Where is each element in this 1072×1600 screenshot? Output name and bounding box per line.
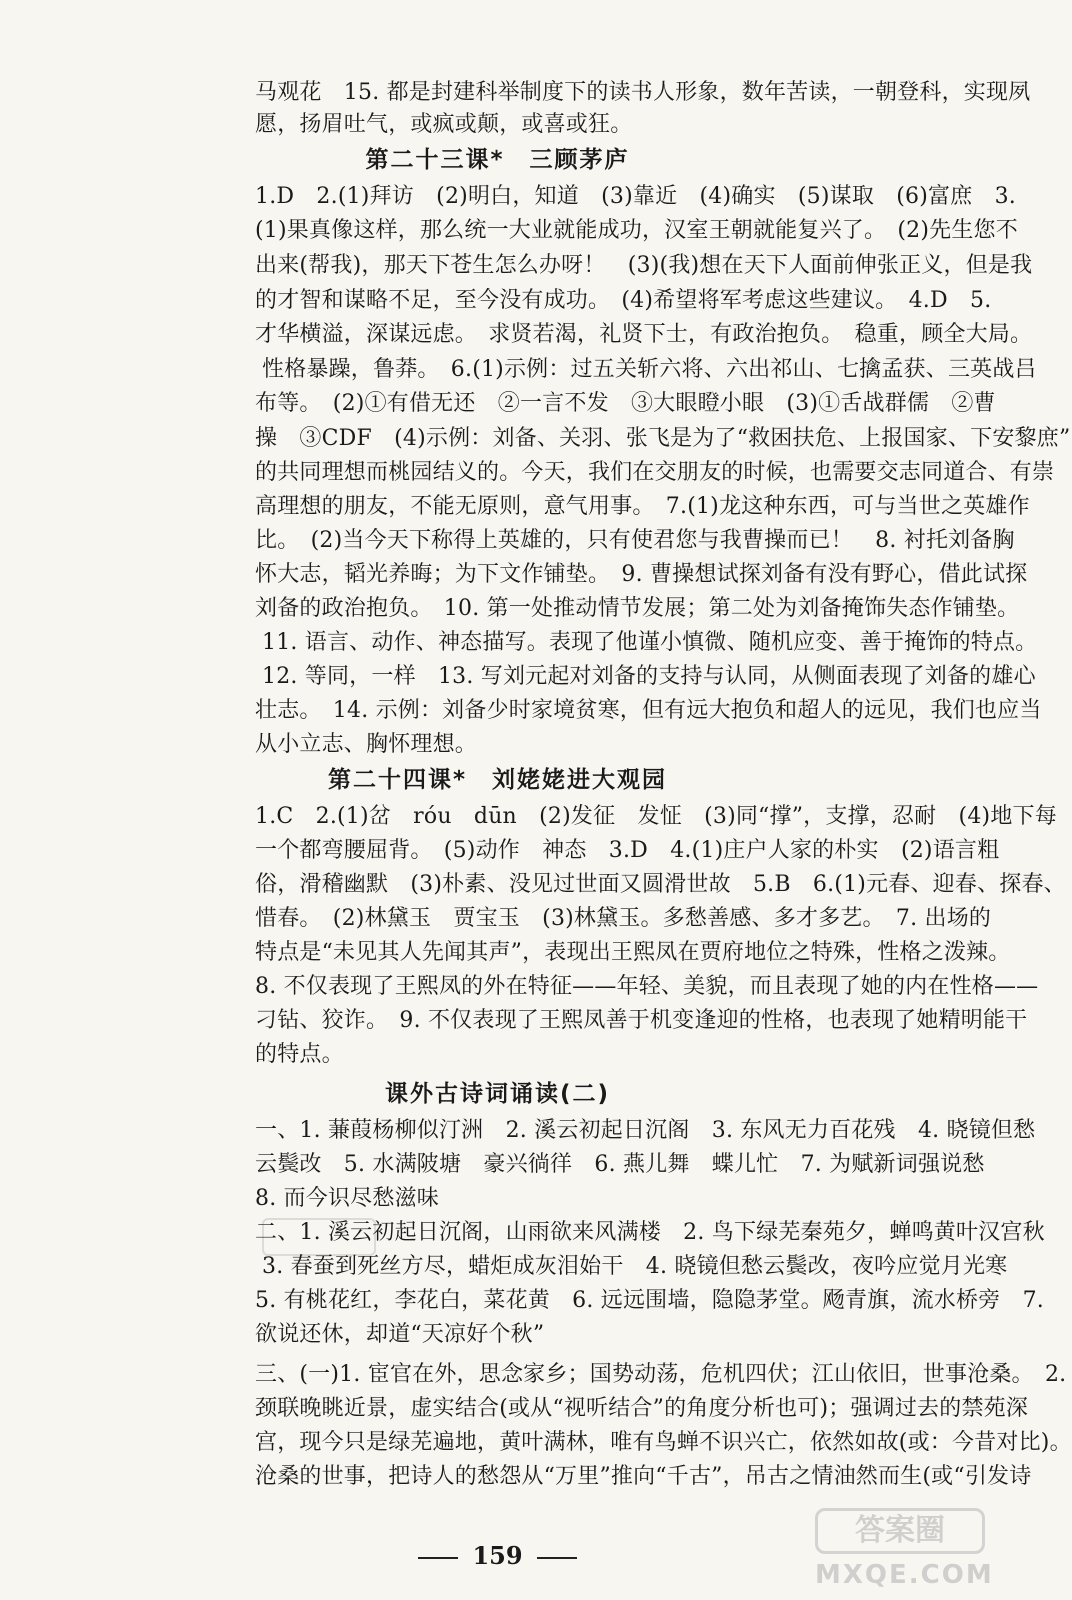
text-line: 12. 等同，一样 13. 写刘元起对刘备的支持与认同，从侧面表现了刘备的雄心: [262, 664, 1036, 689]
text-line: 1.D 2.(1)拜访 (2)明白，知道 (3)靠近 (4)确实 (5)谋取 (6)富庶 3.: [255, 184, 1016, 209]
text-line: 8. 不仅表现了王熙凤的外在特征——年轻、美貌，而且表现了她的内在性格——: [255, 974, 1039, 999]
text-line: 云鬓改 5. 水满陂塘 豪兴徜徉 6. 燕儿舞 蝶儿忙 7. 为赋新词强说愁: [255, 1152, 985, 1177]
text-line: 操 ③CDF (4)示例：刘备、关羽、张飞是为了“救困扶危、上报国家、下安黎庶”: [255, 426, 1071, 451]
text-line: 宫，现今只是绿芜遍地，黄叶满林，唯有鸟蝉不识兴亡，依然如故(或：今昔对比)。: [255, 1430, 1072, 1455]
section-title-lesson-24: 第二十四课* 刘姥姥进大观园: [327, 767, 668, 793]
watermark-text-top: 答案圈: [815, 1508, 985, 1554]
text-line: 的才智和谋略不足，至今没有成功。 (4)希望将军考虑这些建议。 4.D 5.: [255, 288, 992, 313]
text-line: 5. 有桃花红，李花白，菜花黄 6. 远远围墙，隐隐茅堂。飏青旗，流水桥旁 7.: [255, 1288, 1044, 1313]
text-line: 刁钻、狡诈。 9. 不仅表现了王熙凤善于机变逢迎的性格，也表现了她精明能干: [255, 1008, 1028, 1033]
text-line: 从小立志、胸怀理想。: [255, 732, 478, 757]
text-line: 的特点。: [255, 1042, 344, 1067]
text-line: (1)果真像这样，那么统一大业就能成功，汉室王朝就能复兴了。 (2)先生您不: [255, 218, 1018, 243]
text-line: 一、1. 蒹葭杨柳似汀洲 2. 溪云初起日沉阁 3. 东风无力百花残 4. 晓镜但愁: [255, 1118, 1036, 1143]
text-line: 特点是“未见其人先闻其声”，表现出王熙凤在贾府地位之特殊，性格之泼辣。: [255, 940, 1011, 965]
page-number-text: 159: [472, 1541, 523, 1570]
text-line: 的共同理想而桃园结义的。今天，我们在交朋友的时候，也需要交志同道合、有崇: [255, 460, 1055, 485]
text-line: 俗，滑稽幽默 (3)朴素、没见过世面又圆滑世故 5.B 6.(1)元春、迎春、探春、: [255, 872, 1066, 897]
text-line: 一个都弯腰屈背。 (5)动作 神态 3.D 4.(1)庄户人家的朴实 (2)语言粗: [255, 838, 1000, 863]
section-title-lesson-23: 第二十三课* 三顾茅庐: [365, 147, 630, 173]
text-line: 8. 而今识尽愁滋味: [255, 1186, 439, 1211]
text-line: 布等。 (2)①有借无还 ②一言不发 ③大眼瞪小眼 (3)①舌战群儒 ②曹: [255, 391, 996, 416]
text-line: 欲说还休，却道“天凉好个秋”: [255, 1322, 545, 1347]
text-line: 沧桑的世事，把诗人的愁怨从“万里”推向“千古”，吊古之情油然而生(或“引发诗: [255, 1464, 1032, 1489]
text-line: 怀大志，韬光养晦；为下文作铺垫。 9. 曹操想试探刘备有没有野心，借此试探: [255, 562, 1028, 587]
text-line: 高理想的朋友，不能无原则，意气用事。 7.(1)龙这种东西，可与当世之英雄作: [255, 494, 1030, 519]
text-line: 出来(帮我)，那天下苍生怎么办呀！ (3)(我)想在天下人面前伸张正义，但是我: [255, 253, 1033, 278]
text-line: 1.C 2.(1)岔 róu dūn (2)发征 发怔 (3)同“撑”，支撑，忍耐 (4)地下每: [255, 804, 1057, 829]
text-line: 3. 春蚕到死丝方尽，蜡炬成灰泪始干 4. 晓镜但愁云鬓改，夜吟应觉月光寒: [262, 1254, 1008, 1279]
text-line: 马观花 15. 都是封建科举制度下的读书人形象，数年苦读，一朝登科，实现夙: [255, 80, 1031, 105]
text-line: 11. 语言、动作、神态描写。表现了他谨小慎微、随机应变、善于掩饰的特点。: [262, 630, 1038, 655]
text-line: 惜春。 (2)林黛玉 贾宝玉 (3)林黛玉。多愁善感、多才多艺。 7. 出场的: [255, 906, 992, 931]
text-line: 比。 (2)当今天下称得上英雄的，只有使君您与我曹操而已！ 8. 衬托刘备胸: [255, 528, 1015, 553]
section-title-poetry-2: 课外古诗词诵读(二): [384, 1081, 611, 1107]
text-line: 刘备的政治抱负。 10. 第一处推动情节发展；第二处为刘备掩饰失态作铺垫。: [255, 596, 1020, 621]
text-line: 二、1. 溪云初起日沉阁，山雨欲来风满楼 2. 鸟下绿芜秦苑夕，蝉鸣黄叶汉宫秋: [255, 1220, 1045, 1245]
text-line: 壮志。 14. 示例：刘备少时家境贫寒，但有远大抱负和超人的远见，我们也应当: [255, 698, 1042, 723]
dash-left: [418, 1557, 458, 1559]
text-line: 才华横溢，深谋远虑。 求贤若渴，礼贤下士，有政治抱负。 稳重，顾全大局。: [255, 322, 1033, 347]
watermark-logo: [815, 1508, 994, 1594]
text-line: 颈联晚眺近景，虚实结合(或从“视听结合”的角度分析也可)；强调过去的禁苑深: [255, 1396, 1029, 1421]
text-line: 三、(一)1. 宦官在外，思念家乡；国势动荡，危机四伏；江山依旧，世事沧桑。 2.: [255, 1362, 1067, 1387]
text-line: 性格暴躁，鲁莽。 6.(1)示例：过五关斩六将、六出祁山、七擒孟获、三英战吕: [262, 357, 1037, 382]
dash-right: [537, 1557, 577, 1559]
watermark-text-bottom: MXQE.COM: [815, 1560, 994, 1590]
text-line: 愿，扬眉吐气，或疯或颠，或喜或狂。: [255, 112, 633, 137]
